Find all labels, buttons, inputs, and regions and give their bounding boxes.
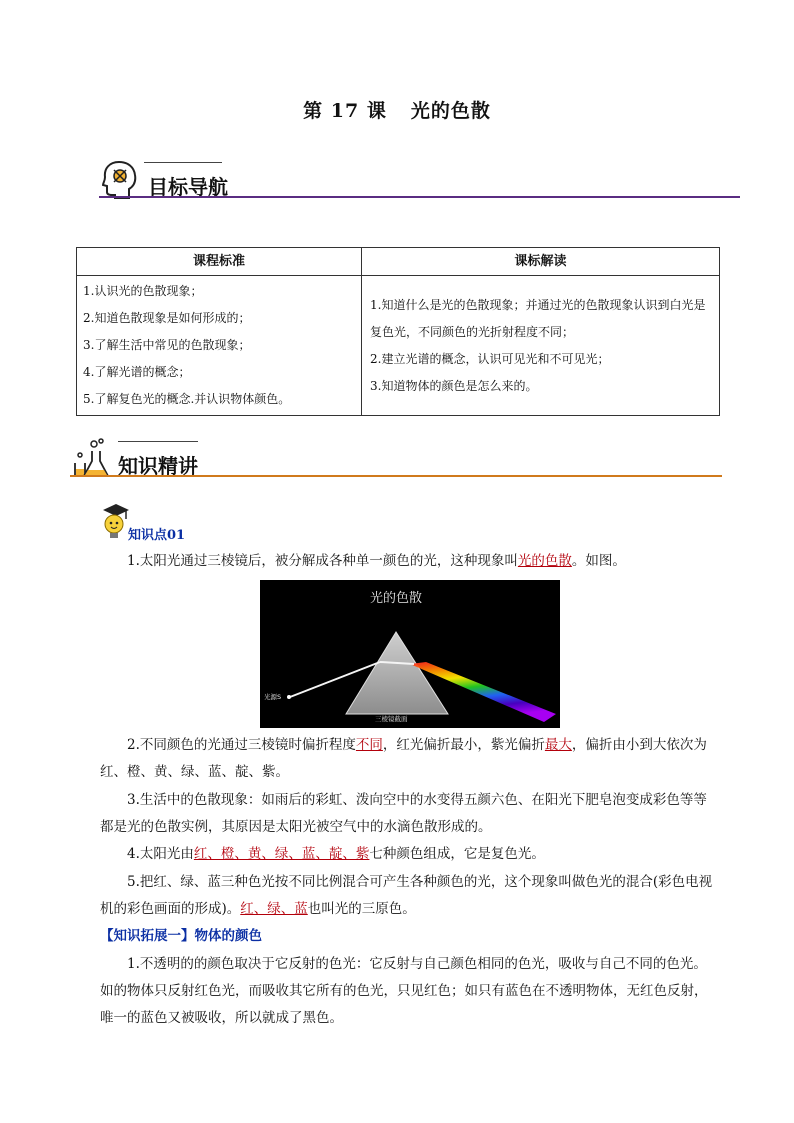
- list-item: 4.了解光谱的概念；: [83, 365, 191, 379]
- key-term: 最大: [544, 737, 572, 753]
- paragraph: [100, 732, 720, 786]
- lesson-number: 第 17 课: [303, 100, 387, 122]
- column-header: 课标解读: [362, 248, 720, 276]
- text: 2.不同颜色的光通过三棱镜时偏折程度: [127, 737, 356, 753]
- paragraph: [100, 841, 720, 868]
- standards-cell: [77, 276, 362, 416]
- interpretation-cell: [362, 276, 720, 416]
- lesson-topic: 光的色散: [410, 100, 491, 122]
- key-term: 光的色散: [517, 553, 572, 569]
- extension-title: 物体的颜色: [194, 928, 262, 944]
- paragraph: [100, 869, 720, 923]
- knowledge-point-label: 知识点01: [128, 528, 186, 543]
- text: 5.把红、绿、蓝三种色光按不同比例混合可产生各种颜色的光，这个现象叫做色光的混合(彩色电视机的彩色画面的形成)。: [100, 874, 713, 917]
- extension-heading: [100, 923, 262, 950]
- table-row: [77, 276, 720, 416]
- text: 七种颜色组成，它是复色光。: [369, 846, 545, 862]
- brain-head-icon: [99, 158, 139, 200]
- header-overline: [144, 162, 222, 163]
- section-header-goals: [96, 152, 740, 208]
- figure-title: 光的色散: [370, 591, 423, 606]
- text: ，红光偏折最小，紫光偏折: [382, 737, 545, 753]
- page-title: [0, 96, 794, 123]
- list-item: 2.建立光谱的概念，认识可见光和不可见光；: [370, 351, 610, 366]
- light-source-dot: [287, 695, 291, 699]
- header-overline: [118, 441, 198, 442]
- table-header-row: [77, 248, 720, 276]
- list-item: 1.知道什么是光的色散现象；并通过光的色散现象认识到白光是复色光，不同颜色的光折射程度不同；: [370, 297, 706, 339]
- column-header: 课程标准: [77, 248, 362, 276]
- section-title: 目标导航: [148, 175, 228, 199]
- text: ，偏折由小到大依次为红、橙、黄、绿、蓝、靛、紫。: [100, 737, 707, 780]
- section-divider: [99, 196, 740, 198]
- lab-flask-icon: [70, 437, 114, 479]
- text: 4.太阳光由: [127, 846, 194, 862]
- text: 1.太阳光通过三棱镜后，被分解成各种单一颜色的光，这种现象叫: [127, 553, 518, 569]
- standards-table: [76, 247, 720, 416]
- dispersion-figure: [260, 580, 560, 728]
- key-term: 红、绿、蓝: [240, 901, 308, 917]
- list-item: 3.了解生活中常见的色散现象；: [83, 338, 251, 352]
- list-item: 5.了解复色光的概念.并认识物体颜色。: [83, 392, 291, 406]
- key-term: 不同: [355, 737, 383, 753]
- text: 。如图。: [571, 553, 626, 569]
- paragraph: 1.不透明的的颜色取决于它反射的色光：它反射与自己颜色相同的色光，吸收与自己不同的色光。如的物体只反射红色光，而吸收其它所有的色光，只见红色；如只有蓝色在不透明物体，无红色反射，唯一的蓝色又被吸收，所以就成了黑色。: [100, 956, 708, 1026]
- list-item: 2.知道色散现象是如何形成的；: [83, 311, 251, 325]
- source-label: 光源S: [264, 693, 282, 701]
- section-divider: [70, 475, 722, 477]
- paragraph: 3.生活中的色散现象：如雨后的彩虹、泼向空中的水变得五颜六色、在阳光下肥皂泡变成彩色等等都是光的色散实例，其原因是太阳光被空气中的水滴色散形成的。: [100, 792, 707, 835]
- extension-tag: 【知识拓展一】: [100, 928, 195, 944]
- paragraph: [100, 548, 720, 575]
- list-item: 3.知道物体的颜色是怎么来的。: [370, 378, 538, 393]
- section-title: 知识精讲: [118, 454, 198, 478]
- prism-label: 三棱镜截面: [375, 715, 408, 723]
- text: 也叫光的三原色。: [307, 901, 416, 917]
- key-term: 红、橙、黄、绿、蓝、靛、紫: [193, 846, 370, 862]
- list-item: 1.认识光的色散现象；: [83, 284, 203, 298]
- section-header-knowledge: [70, 431, 696, 487]
